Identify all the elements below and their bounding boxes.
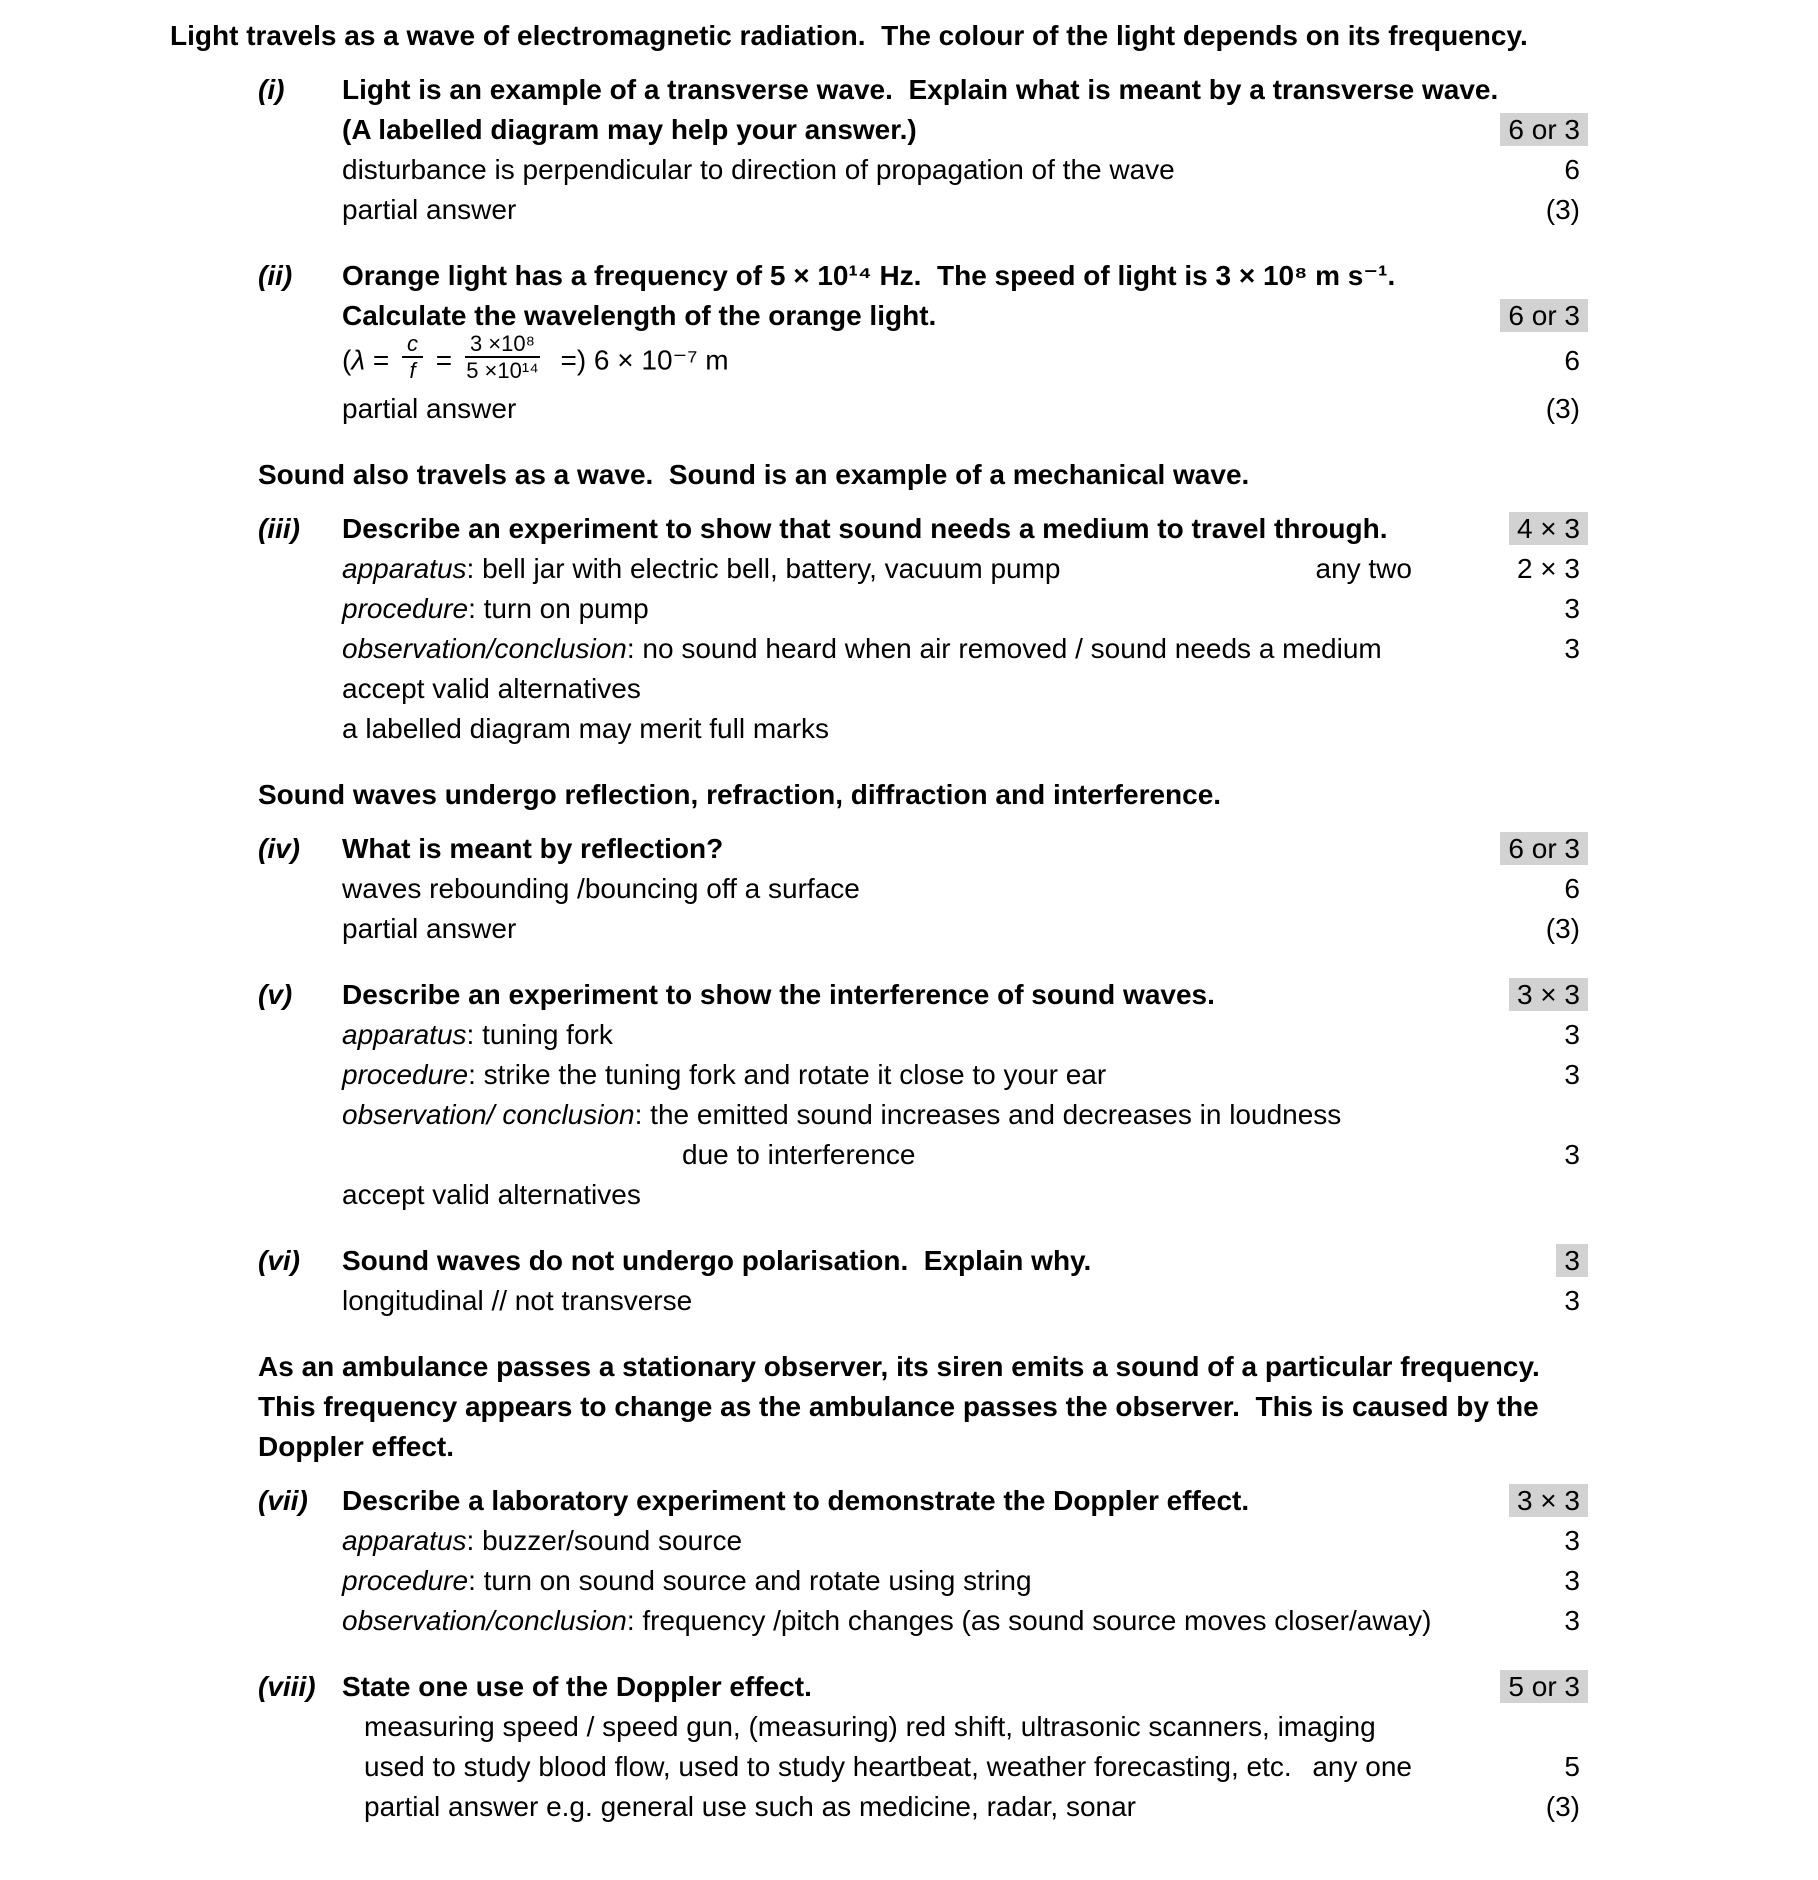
marks-cell — [1460, 589, 1580, 629]
heading-line — [258, 1427, 1580, 1467]
text-segment: measuring speed / speed gun, (measuring) red shift, ultrasonic scanners, imaging — [364, 1710, 1376, 1742]
marks-value: 2 × 3 — [1516, 552, 1580, 584]
line-content — [342, 1095, 1341, 1135]
marks-cell — [1460, 1601, 1580, 1641]
text-segment: : turn on pump — [468, 592, 649, 624]
answer-row — [258, 589, 1580, 629]
question-item — [258, 1481, 1580, 1641]
marks-cell — [1460, 150, 1580, 190]
marks-cell — [1460, 389, 1580, 429]
line-content — [342, 1241, 1091, 1281]
text-segment: accept valid alternatives — [342, 672, 641, 704]
text-segment: accept valid alternatives — [342, 1178, 641, 1210]
marks-cell — [1460, 629, 1580, 669]
text-segment: partial answer — [342, 392, 517, 424]
text-segment: apparatus — [342, 1524, 467, 1556]
line-content — [342, 1787, 1136, 1827]
marks-value: 4 × 3 — [1509, 512, 1588, 545]
answer-row — [258, 909, 1580, 949]
line-content — [342, 70, 1498, 110]
line-content — [342, 1281, 692, 1321]
marks-value: 3 — [1564, 632, 1580, 664]
line-content — [342, 1707, 1376, 1747]
marks-cell — [1460, 1747, 1580, 1787]
marks-cell — [1460, 1521, 1580, 1561]
text-segment: : turn on sound source and rotate using string — [468, 1564, 1032, 1596]
question-item — [258, 70, 1580, 230]
marks-value: (3) — [1545, 392, 1580, 424]
line-content — [342, 1601, 1431, 1641]
answer-row — [258, 1095, 1580, 1135]
answer-row — [258, 1521, 1580, 1561]
marks-value: 3 — [1564, 1524, 1580, 1556]
marks-cell — [1460, 909, 1580, 949]
answer-row — [258, 869, 1580, 909]
marks-cell — [1460, 509, 1580, 549]
text-segment: observation/conclusion — [342, 1604, 627, 1636]
question-item — [258, 1241, 1580, 1321]
marks-value: 3 × 3 — [1509, 978, 1588, 1011]
text-segment: longitudinal // not transverse — [342, 1284, 693, 1316]
text-segment: ( — [342, 344, 352, 376]
line-content — [342, 296, 936, 336]
text-segment: : strike the tuning fork and rotate it close to your ear — [468, 1058, 1107, 1090]
marks-cell — [1460, 1241, 1580, 1281]
text-segment: used to study blood flow, used to study heartbeat, weather forecasting, etc. — [364, 1750, 1292, 1782]
marks-value: 3 — [1564, 592, 1580, 624]
item-label: (iv) — [258, 832, 300, 864]
marks-cell — [1460, 549, 1580, 589]
text-segment: procedure — [342, 592, 469, 624]
answer-row — [258, 829, 1580, 869]
answer-row — [258, 1015, 1580, 1055]
answer-row — [258, 331, 1580, 389]
text-segment: : frequency /pitch changes (as sound source moves closer/away) — [626, 1604, 1432, 1636]
marks-cell — [1460, 1055, 1580, 1095]
line-content — [342, 256, 1395, 296]
line-content — [342, 1135, 916, 1175]
question-item — [258, 256, 1580, 429]
fraction-denominator: f — [409, 358, 416, 384]
qualifier-note: any one — [1312, 1750, 1412, 1782]
line-content — [342, 1481, 1249, 1521]
marks-value: 3 — [1564, 1604, 1580, 1636]
marks-value: 3 × 3 — [1509, 1484, 1588, 1517]
line-content — [342, 975, 1215, 1015]
marks-cell — [1460, 1787, 1580, 1827]
marks-value: 6 or 3 — [1500, 299, 1588, 332]
answer-row — [258, 1707, 1580, 1747]
answer-row — [258, 1747, 1580, 1787]
answer-row — [258, 1055, 1580, 1095]
text-segment: observation/ conclusion — [342, 1098, 635, 1130]
marks-value: 6 or 3 — [1500, 113, 1588, 146]
fraction — [402, 331, 423, 384]
marks-cell — [1460, 829, 1580, 869]
text-segment: partial answer e.g. general use such as medicine, radar, sonar — [364, 1790, 1136, 1822]
marks-value: 5 or 3 — [1500, 1670, 1588, 1703]
answer-row — [258, 1561, 1580, 1601]
line-content — [342, 1521, 742, 1561]
line-content — [342, 1015, 613, 1055]
section-heading — [258, 455, 1580, 495]
heading-line — [170, 16, 1580, 56]
text-segment: =) 6 × 10⁻⁷ m — [544, 344, 729, 376]
line-content — [342, 150, 1175, 190]
line-content — [342, 1175, 641, 1215]
marks-cell — [1460, 341, 1580, 381]
marks-cell — [1460, 869, 1580, 909]
text-segment: : no sound heard when air removed / sound needs a medium — [626, 632, 1382, 664]
line-content — [342, 669, 641, 709]
item-label: (vii) — [258, 1484, 308, 1516]
text-segment: a labelled diagram may merit full marks — [342, 712, 830, 744]
answer-row — [258, 1481, 1580, 1521]
answer-row — [258, 549, 1580, 589]
line-content — [342, 1667, 812, 1707]
heading-line — [258, 775, 1580, 815]
marks-value: (3) — [1545, 1790, 1580, 1822]
fraction-numerator: 3 ×10⁸ — [465, 331, 540, 358]
marks-cell — [1460, 1667, 1580, 1707]
item-label: (iii) — [258, 512, 300, 544]
text-segment: Describe an experiment to show the interference of sound waves. — [342, 978, 1215, 1010]
marks-value: 6 — [1564, 344, 1580, 376]
text-segment: As an ambulance passes a stationary observer, its siren emits a sound of a particular frequency. — [258, 1350, 1540, 1382]
text-segment: due to interference — [682, 1138, 916, 1170]
marks-cell — [1460, 1481, 1580, 1521]
answer-row — [258, 150, 1580, 190]
text-segment: State one use of the Doppler effect. — [342, 1670, 812, 1702]
answer-row — [258, 629, 1580, 669]
question-item — [258, 975, 1580, 1215]
marks-cell — [1460, 1015, 1580, 1055]
marks-value: 3 — [1564, 1138, 1580, 1170]
section-heading — [258, 1347, 1580, 1467]
line-content — [342, 509, 1388, 549]
line-content — [342, 1561, 1032, 1601]
text-segment: Calculate the wavelength of the orange light. — [342, 300, 937, 331]
text-segment: Sound waves do not undergo polarisation. Explain why. — [342, 1244, 1092, 1276]
marks-value: 3 — [1556, 1244, 1588, 1277]
marks-value: (3) — [1545, 194, 1580, 225]
item-label: (viii) — [258, 1670, 316, 1702]
heading-line — [258, 455, 1580, 495]
marks-value: 3 — [1564, 1058, 1580, 1090]
text-segment: apparatus — [342, 1018, 467, 1050]
text-segment: Doppler effect. — [258, 1430, 455, 1462]
line-content — [342, 549, 1061, 589]
text-segment: Light travels as a wave of electromagnetic radiation. The colour of the light depends on its frequency. — [170, 20, 1528, 51]
text-segment: λ — [351, 344, 366, 376]
answer-row — [258, 110, 1580, 150]
fraction-denominator: 5 ×10¹⁴ — [466, 358, 539, 384]
text-segment: procedure — [342, 1564, 469, 1596]
heading-line — [258, 1387, 1580, 1427]
line-content — [342, 331, 729, 389]
text-segment: Sound also travels as a wave. Sound is an example of a mechanical wave. — [258, 458, 1250, 490]
marks-cell — [1460, 1281, 1580, 1321]
fraction-numerator: c — [402, 331, 423, 358]
answer-row — [258, 975, 1580, 1015]
marks-value: 3 — [1564, 1284, 1580, 1316]
marks-value: 6 or 3 — [1500, 832, 1588, 865]
item-label: (v) — [258, 978, 293, 1010]
item-label: (vi) — [258, 1244, 300, 1276]
line-content — [342, 629, 1382, 669]
marks-cell — [1460, 975, 1580, 1015]
text-segment: Describe an experiment to show that sound needs a medium to travel through. — [342, 512, 1388, 544]
line-content — [342, 709, 829, 749]
line-content — [342, 190, 516, 230]
text-segment: (A labelled diagram may help your answer.) — [342, 114, 917, 145]
line-content — [342, 589, 649, 629]
marks-cell — [1460, 296, 1580, 336]
text-segment: partial answer — [342, 912, 517, 944]
question-item — [258, 829, 1580, 949]
answer-row — [258, 1241, 1580, 1281]
marks-value: (3) — [1545, 912, 1580, 944]
line-content — [342, 1747, 1292, 1787]
answer-row — [258, 1135, 1580, 1175]
marks-value: 3 — [1564, 1564, 1580, 1596]
marks-value: 6 — [1564, 154, 1580, 185]
text-segment: This frequency appears to change as the ambulance passes the observer. This is caused by the — [258, 1390, 1539, 1422]
line-content — [342, 869, 860, 909]
item-label: (i) — [258, 74, 285, 105]
text-segment: = — [428, 344, 460, 376]
text-segment: observation/conclusion — [342, 632, 627, 664]
text-segment: procedure — [342, 1058, 469, 1090]
answer-row — [258, 1787, 1580, 1827]
answer-row — [258, 296, 1580, 336]
line-content — [342, 110, 917, 150]
text-segment: disturbance is perpendicular to direction of propagation of the wave — [342, 154, 1175, 185]
marks-value: 6 — [1564, 872, 1580, 904]
answer-row — [258, 669, 1580, 709]
marks-cell — [1460, 190, 1580, 230]
text-segment: : tuning fork — [466, 1018, 613, 1050]
answer-row — [258, 1667, 1580, 1707]
text-segment: : buzzer/sound source — [466, 1524, 743, 1556]
answer-row — [258, 509, 1580, 549]
text-segment: waves rebounding /bouncing off a surface — [342, 872, 860, 904]
text-segment: : the emitted sound increases and decreases in loudness — [634, 1098, 1342, 1130]
answer-row — [258, 256, 1580, 296]
text-segment: Describe a laboratory experiment to demonstrate the Doppler effect. — [342, 1484, 1250, 1516]
marks-value: 5 — [1564, 1750, 1580, 1782]
answer-row — [258, 709, 1580, 749]
text-segment: partial answer — [342, 194, 517, 225]
answer-row — [258, 70, 1580, 110]
line-content — [342, 829, 723, 869]
fraction — [465, 331, 540, 384]
answer-row — [258, 1281, 1580, 1321]
text-segment: Orange light has a frequency of 5 × 10¹⁴ Hz. The speed of light is 3 × 10⁸ m s⁻¹. — [342, 260, 1396, 291]
text-segment: : bell jar with electric bell, battery, vacuum pump — [466, 552, 1061, 584]
line-content — [342, 909, 516, 949]
heading-line — [258, 1347, 1580, 1387]
item-label: (ii) — [258, 260, 293, 291]
marks-cell — [1460, 1561, 1580, 1601]
marks-cell — [1460, 1135, 1580, 1175]
answer-row — [258, 389, 1580, 429]
text-segment: Light is an example of a transverse wave. Explain what is meant by a transverse wave. — [342, 74, 1499, 105]
text-segment: What is meant by reflection? — [342, 832, 724, 864]
answer-row — [258, 190, 1580, 230]
text-segment: = — [365, 344, 398, 376]
question-item — [258, 509, 1580, 749]
marks-cell — [1460, 110, 1580, 150]
answer-row — [258, 1175, 1580, 1215]
text-segment: Sound waves undergo reflection, refraction, diffraction and interference. — [258, 778, 1222, 810]
text-segment: apparatus — [342, 552, 467, 584]
qualifier-note: any two — [1315, 552, 1412, 584]
line-content — [342, 1055, 1106, 1095]
section-heading — [170, 16, 1580, 56]
section-heading — [258, 775, 1580, 815]
answer-row — [258, 1601, 1580, 1641]
line-content — [342, 389, 516, 429]
question-item — [258, 1667, 1580, 1827]
marks-value: 3 — [1564, 1018, 1580, 1050]
